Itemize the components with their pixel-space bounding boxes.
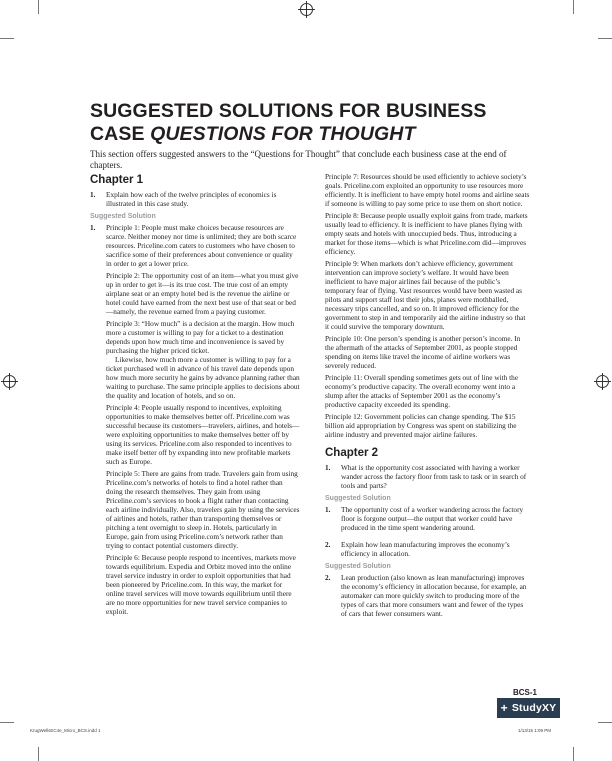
paragraph-text: Principle 1: People must make choices because resources are scarce. Neither money nor time is unlimited; they are both scarce resources. Priceline.com caters to customers who have chosen to sacrifice some of their preferences about convenience or quality in order to get a lower price. xyxy=(106,223,297,268)
logo-text: StudyXY xyxy=(511,702,557,714)
registration-mark-left xyxy=(3,375,16,388)
question-text: What is the opportunity cost associated with having a worker wander across the factory floor from task to task or in search of tools and parts? xyxy=(341,463,527,490)
trim-mark xyxy=(573,0,574,14)
solution-paragraph: Principle 4: People usually respond to incentives, exploiting opportunities to make themselves better off. Priceline.com was successful because its customers—travelers, airlines, and hotels—were exploiting opportunities to make themselves better off by using its services. Priceline.com also responded to incentives to make itself better off by expanding into new profitable markets such as Europe. xyxy=(106,403,300,466)
footer-file-name: KrugWellsEC4e_Micro_BCS.indd 1 xyxy=(30,728,101,733)
answer-text: Lean production (also known as lean manufacturing) improves the economy’s efficiency in allocation because, for example, an automaker can more quickly switch to producing more of the types of cars that more consumers want and fewer of the types of cars that fewer consumers want. xyxy=(341,573,527,618)
solution-paragraph: Likewise, how much more a customer is willing to pay for a ticket purchased well in advance of his travel date depends upon how much more security he gains by advance planning rather than waiting to purchase. The same principle applies to decisions about the quality and location of hotels, and so on. xyxy=(106,355,300,400)
solution-paragraph: Principle 10: One person’s spending is another person’s income. In the aftermath of the attacks of September 2001, as people stopped spending on items like travel the income of airline workers was severely reduced. xyxy=(325,334,521,370)
question-text: Explain how lean manufacturing improves the economy’s efficiency in allocation. xyxy=(341,540,510,558)
title-line-2-plain: CASE xyxy=(90,123,151,145)
chapter-2-question-2 xyxy=(325,540,531,558)
solution-paragraph: Principle 11: Overall spending sometimes gets out of line with the economy’s productive capacity. The overall economy went into a slump after the attacks of September 2001 as the economy’s productive capacity exceeded its spending. xyxy=(325,373,519,409)
chapter-1-question-1 xyxy=(90,190,300,208)
chapter-1-heading: Chapter 1 xyxy=(90,174,144,186)
trim-mark xyxy=(0,38,14,39)
intro-text: This section offers suggested answers to the “Questions for Thought” that conclude each business case at the end of chapters. xyxy=(90,149,507,170)
suggested-solution-heading: Suggested Solution xyxy=(90,213,156,220)
solution-paragraph: Principle 9: When markets don’t achieve efficiency, government intervention can improve society’s welfare. It would have been inefficient to have major airlines fail because of the public’s temporary fear of flying. Vast resources would have been wasted as pilots and support staff lost their jobs, planes were mothballed, necessary trips cancelled, and so on. It improved efficiency for the government to step in and temporarily aid the airline industry so that it could survive the temporary downturn. xyxy=(325,259,526,331)
question-number: 2. xyxy=(325,540,331,549)
footer-timestamp: 1/13/15 1:09 PM xyxy=(518,728,552,733)
solution-paragraph: Principle 6: Because people respond to incentives, markets move towards equilibrium. Expedia and Orbitz moved into the online travel service industry in order to exploit opportunities that had been pioneered by Priceline.com. In this way, the market for online travel services will move towards equilibrium until there are no more opportunities for new travel service companies to exploit. xyxy=(106,553,296,616)
page-title xyxy=(90,100,530,146)
title-line-2-italic: QUESTIONS FOR THOUGHT xyxy=(150,123,416,145)
trim-mark xyxy=(38,0,39,14)
registration-mark-top xyxy=(300,3,313,16)
solution-paragraph xyxy=(90,223,300,268)
suggested-solution-heading: Suggested Solution xyxy=(325,563,391,570)
solution-paragraph: Principle 5: There are gains from trade. Travelers gain from using Priceline.com’s networks of hotels to find a hotel rather than doing the research themselves. They gain from using Priceline.com’s services to book a flight rather than contacting each airline individually. Also, travelers gain by using the services of airlines and hotels, rather than transporting themselves or pitching a tent overnight to sleep in. Hotels, particularly in Europe, gain from using Priceline.com’s network rather than trying to contact potential customers directly. xyxy=(106,469,300,550)
solution-paragraph: Principle 12: Government policies can change spending. The $15 billion aid appropriation by Congress was spent on stabilizing the airline industry and prevented major airline failures. xyxy=(325,412,517,439)
chapter-2-question-1 xyxy=(325,463,531,490)
question-number: 1. xyxy=(325,463,331,472)
page-number: BCS-1 xyxy=(513,688,538,697)
answer-number: 2. xyxy=(325,573,331,582)
answer-number: 1. xyxy=(90,223,96,232)
studyxy-logo xyxy=(497,698,560,718)
trim-mark xyxy=(573,747,574,761)
title-line-1: SUGGESTED SOLUTIONS FOR BUSINESS xyxy=(90,100,487,122)
right-column xyxy=(325,172,531,622)
chapter-2-heading: Chapter 2 xyxy=(325,447,379,459)
question-number: 1. xyxy=(90,190,96,199)
solution-paragraph: Principle 2: The opportunity cost of an item—what you must give up in order to get it—is its true cost. The true cost of an empty airplane seat or an empty hotel bed is the revenue the airline or hotel could have earned from the next best use of that seat or bed—namely, the revenue earned from a paying customer. xyxy=(106,271,299,316)
solution-paragraph: Principle 8: Because people usually exploit gains from trade, markets usually lead to efficiency. It is inefficient to have planes flying with empty seats and hotels with unoccupied beds. Thus, introducing a market for those items—which is what Priceline.com did—improves efficiency. xyxy=(325,211,528,256)
chapter-2-answer-1 xyxy=(325,505,531,532)
suggested-solution-heading: Suggested Solution xyxy=(325,495,391,502)
plus-icon: + xyxy=(500,701,508,715)
chapter-2-answer-2 xyxy=(325,573,531,618)
trim-mark xyxy=(38,747,39,761)
question-text: Explain how each of the twelve principles of economics is illustrated in this case study. xyxy=(106,190,277,208)
left-column xyxy=(90,174,300,619)
trim-mark xyxy=(598,38,612,39)
solution-paragraph: Principle 3: “How much” is a decision at the margin. How much more a customer is willing to pay for a ticket to a destination depends upon how much time and inconvenience is saved by purchasing the higher priced ticket. xyxy=(106,319,295,355)
answer-number: 1. xyxy=(325,505,331,514)
answer-text: The opportunity cost of a worker wandering across the factory floor is forgone output—the output that worker could have produced in the time spent wandering around. xyxy=(341,505,524,532)
solution-paragraph: Principle 7: Resources should be used efficiently to achieve society’s goals. Priceline.com exploited an opportunity to use resources more efficiently. It is inefficient to have empty hotel rooms and airline seats if someone is willing to pay some price to use them on short notice. xyxy=(325,172,530,208)
trim-mark xyxy=(0,722,14,723)
trim-mark xyxy=(598,722,612,723)
registration-mark-right xyxy=(596,375,609,388)
